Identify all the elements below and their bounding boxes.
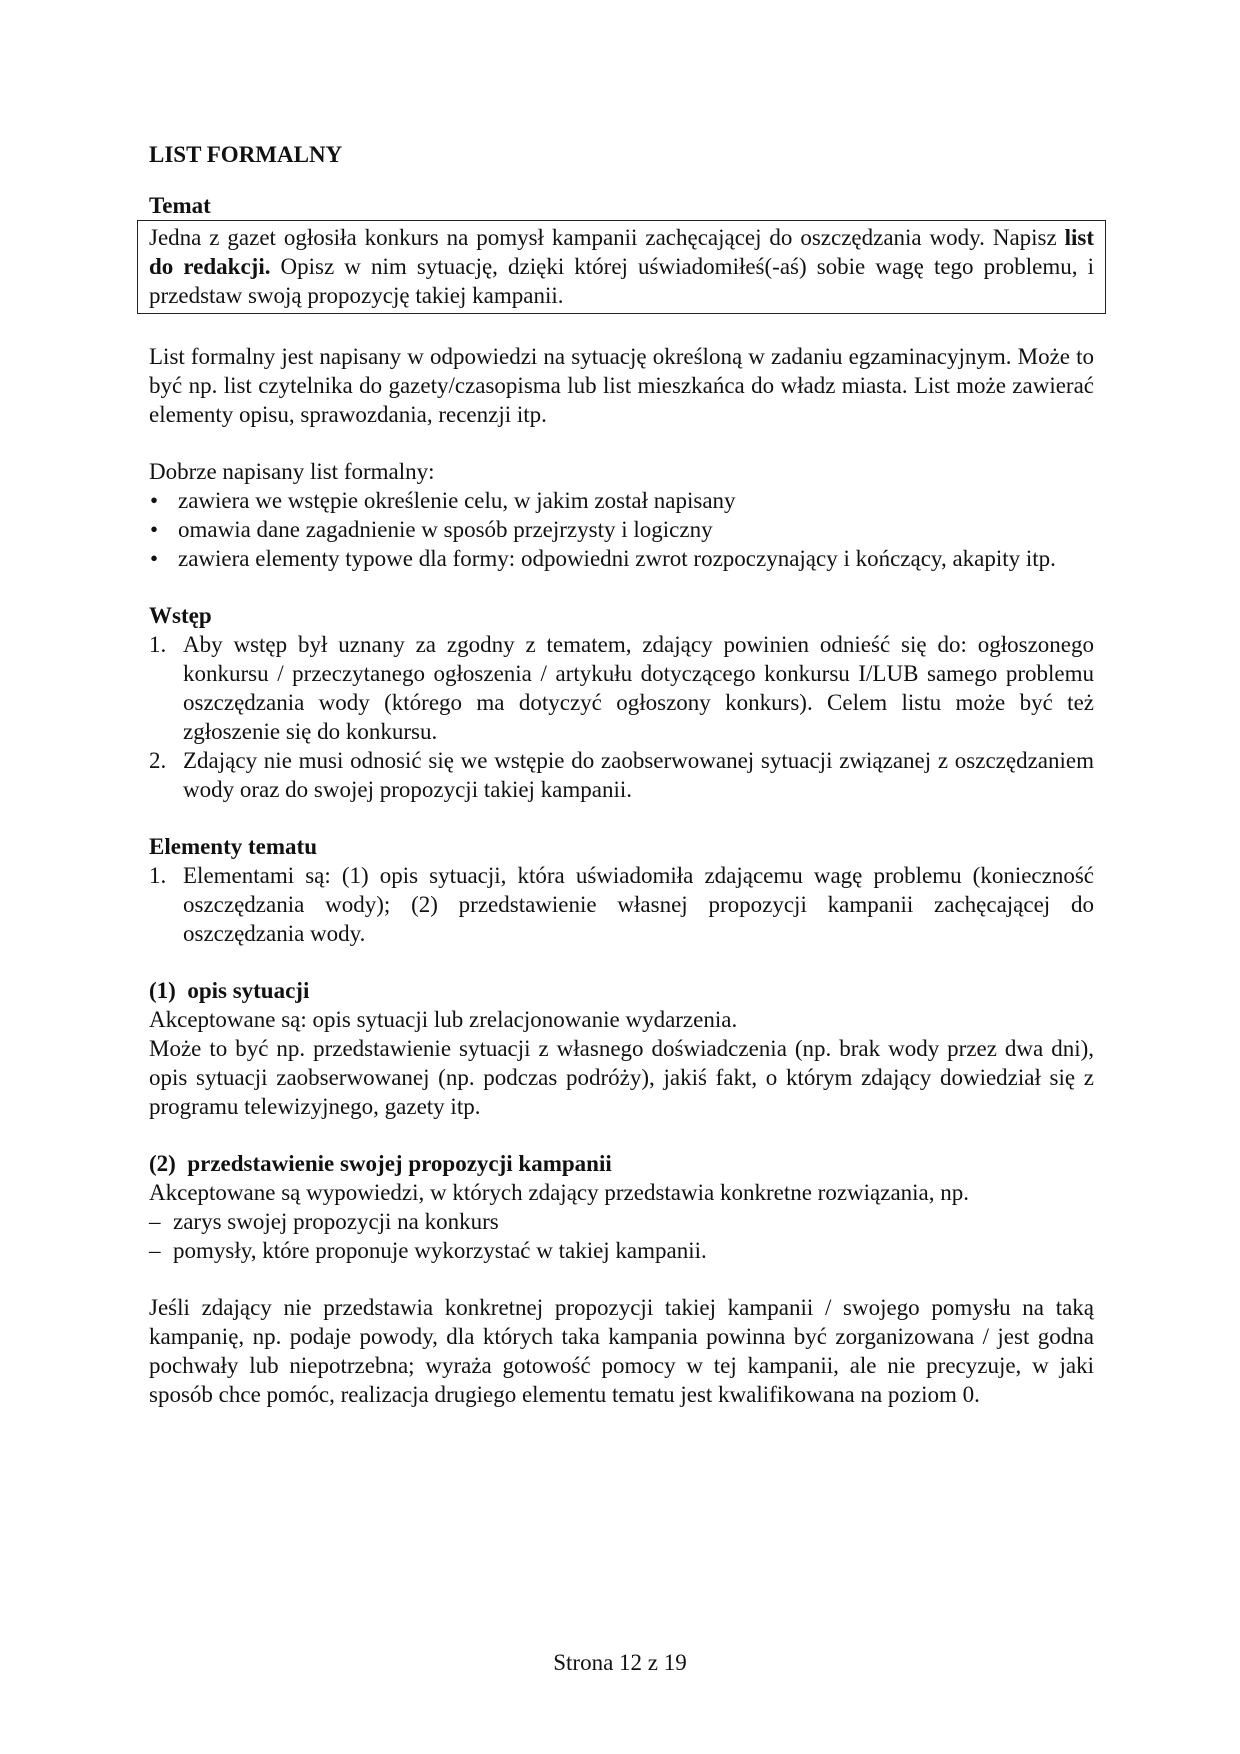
list-item: 1. Elementami są: (1) opis sytuacji, która uświadomiła zdającemu wagę problemu (konieczność oszczędzania wody); (2) przedstawienie własnej propozycji kampanii zachęcającej do oszczędzania wody.: [149, 863, 1094, 946]
document-title: LIST FORMALNY: [149, 142, 343, 167]
bullet-icon: •: [150, 517, 159, 542]
topic-text-1: Jedna z gazet ogłosiła konkurs na pomysł kampanii zachęcającej do oszczędzania wody. Napisz: [149, 225, 1065, 250]
list-item: 2. Zdający nie musi odnosić się we wstępie do zaobserwowanej sytuacji związanej z oszczędzaniem wody oraz do swojej propozycji takiej kampanii.: [149, 748, 1094, 802]
wstep-heading: Wstęp: [149, 603, 212, 628]
list-item: 1. Aby wstęp był uznany za zgodny z tematem, zdający powinien odnieść się do: ogłoszonego konkursu / przeczytanego ogłoszenia / artykułu dotyczącego konkursu I/LUB samego problemu oszczędzania wody (którego ma dotyczyć ogłoszony konkurs). Celem listu może być też zgłoszenie się do konkursu.: [149, 632, 1094, 744]
good-letter-list: [149, 486, 1094, 573]
opis-paragraph-2: Może to być np. przedstawienie sytuacji z własnego doświadczenia (np. brak wody przez dwa dni), opis sytuacji zaobserwowanej (np. podczas podróży), jakiś fakt, o którym zdający dowiedział się z programu telewizyjnego, gazety itp.: [149, 1036, 1094, 1119]
topic-text-bold: list do redakcji.: [149, 225, 1094, 279]
bullet-icon: •: [150, 488, 159, 513]
page-number: Strona 12 z 19: [553, 1650, 687, 1675]
list-item: – pomysły, które proponuje wykorzystać w takiej kampanii.: [149, 1238, 707, 1263]
topic-text-2: Opisz w nim sytuację, dzięki której uświadomiłeś(-aś) sobie wagę tego problemu, i przedstaw swoją propozycję takiej kampanii.: [149, 254, 1094, 308]
closing-paragraph: Jeśli zdający nie przedstawia konkretnej propozycji takiej kampanii / swojego pomysłu na taką kampanię, np. podaje powody, dla których taka kampania powinna być zorganizowana / jest godna pochwały lub niepotrzebna; wyraża gotowość pomocy w tej kampanii, ale nie precyzuje, w jaki sposób chce pomóc, realizacja drugiego elementu tematu jest kwalifikowana na poziom 0.: [149, 1295, 1094, 1407]
intro-paragraph: List formalny jest napisany w odpowiedzi na sytuację określoną w zadaniu egzaminacyjnym. Może to być np. list czytelnika do gazety/czasopisma lub list mieszkańca do władz miasta. List może zawierać elementy opisu, sprawozdania, recenzji itp.: [149, 344, 1094, 427]
document-page: [149, 140, 1094, 1409]
list-item: – zarys swojej propozycji na konkurs: [149, 1209, 499, 1234]
bullet-icon: •: [150, 546, 159, 571]
opis-heading: (1) opis sytuacji: [149, 978, 310, 1003]
topic-box: [137, 220, 1106, 314]
opis-paragraph-1: Akceptowane są: opis sytuacji lub zrelacjonowanie wydarzenia.: [149, 1007, 738, 1032]
list-item: • zawiera we wstępie określenie celu, w jakim został napisany: [150, 488, 736, 513]
propozycja-paragraph: Akceptowane są wypowiedzi, w których zdający przedstawia konkretne rozwiązania, np.: [149, 1180, 970, 1205]
propozycja-heading: (2) przedstawienie swojej propozycji kampanii: [149, 1151, 612, 1176]
list-item: • omawia dane zagadnienie w sposób przejrzysty i logiczny: [150, 517, 713, 542]
dash-icon: –: [149, 1209, 161, 1234]
list-item: • zawiera elementy typowe dla formy: odpowiedni zwrot rozpoczynający i kończący, akapity itp.: [150, 546, 1056, 571]
wstep-list: [149, 630, 1094, 804]
topic-heading: Temat: [149, 193, 211, 218]
dash-icon: –: [149, 1238, 161, 1263]
elementy-list: [149, 861, 1094, 948]
good-letter-lead: Dobrze napisany list formalny:: [149, 459, 435, 484]
propozycja-list: [149, 1207, 1094, 1265]
elementy-heading: Elementy tematu: [149, 834, 317, 859]
